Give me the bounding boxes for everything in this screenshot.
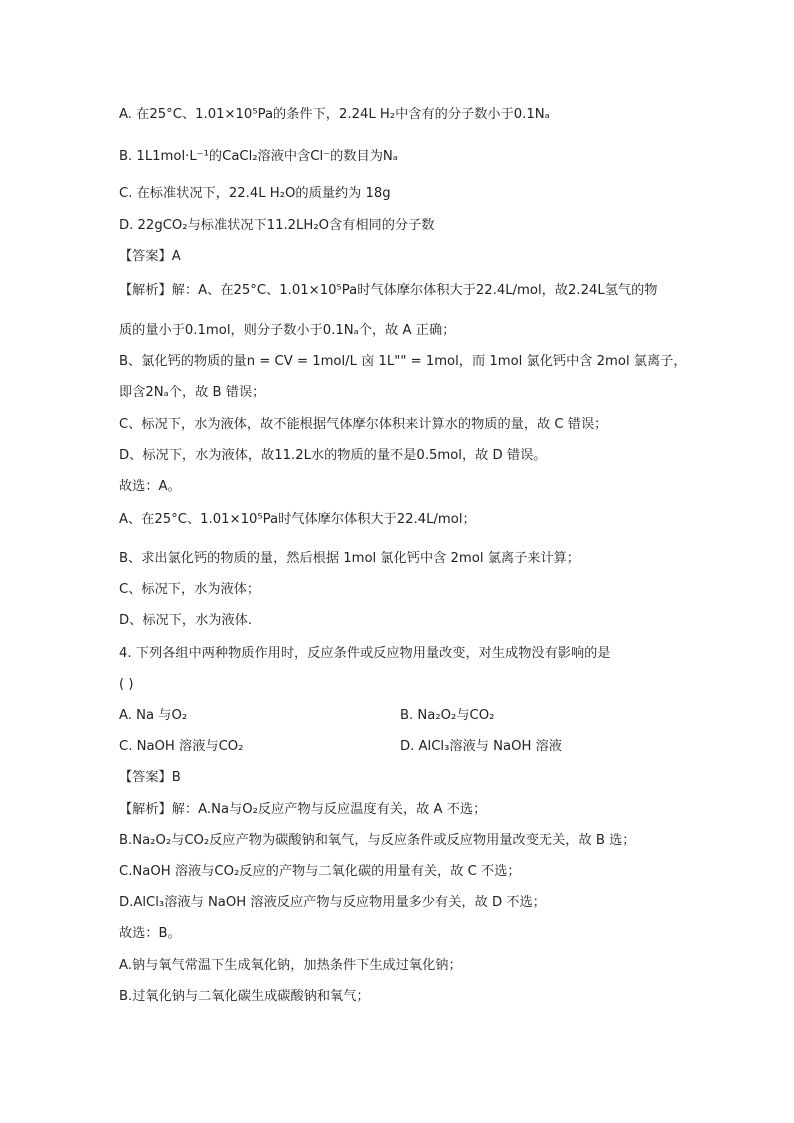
q3-answer: 【答案】A [119,249,181,264]
q3-option-a: A. 在25°C、1.01×10⁵Pa的条件下，2.24L H₂中含有的分子数小于0.1Nₐ [119,107,550,122]
q4-analysis-line: A.钠与氧气常温下生成氧化钠，加热条件下生成过氧化钠； [119,958,462,973]
q4-bracket: ( ) [119,677,134,692]
q3-option-c: C. 在标准状况下，22.4L H₂O的质量约为 18g [119,186,391,201]
q4-stem: 4. 下列各组中两种物质作用时，反应条件或反应物用量改变，对生成物没有影响的是 [119,646,611,661]
q3-analysis-line: D、标况下，水为液体. [119,613,253,628]
q3-analysis-line: A、在25°C、1.01×10⁵Pa时气体摩尔体积大于22.4L/mol； [119,512,476,527]
q4-answer: 【答案】B [119,770,181,785]
q3-analysis-line: B、求出氯化钙的物质的量，然后根据 1mol 氯化钙中含 2mol 氯离子来计算； [119,551,580,566]
q4-analysis-line: 故选：B。 [119,926,181,941]
q3-analysis-line: C、标况下，水为液体； [119,582,261,597]
q3-analysis-line: 故选：A。 [119,479,181,494]
q4-analysis-line: B.Na₂O₂与CO₂反应产物为碳酸钠和氧气，与反应条件或反应物用量改变无关，故 B 选； [119,833,636,848]
q3-analysis-line: B、氯化钙的物质的量n = CV = 1mol/L 㐫 1L"" = 1mol，而 1mol 氯化钙中含 2mol 氯离子， [119,354,687,369]
q4-option-c: C. NaOH 溶液与CO₂ [119,739,244,754]
q4-analysis-line: D.AlCl₃溶液与 NaOH 溶液反应产物与反应物用量多少有关，故 D 不选； [119,895,546,910]
q3-analysis-line: C、标况下，水为液体，故不能根据气体摩尔体积来计算水的物质的量，故 C 错误； [119,417,608,432]
q3-analysis-line: D、标况下，水为液体，故11.2L水的物质的量不是0.5mol，故 D 错误。 [119,448,547,463]
q3-analysis-line: 质的量小于0.1mol，则分子数小于0.1Nₐ个，故 A 正确； [119,323,456,338]
q3-analysis-line: 【解析】解：A、在25°C、1.01×10⁵Pa时气体摩尔体积大于22.4L/mol，故2.24L氢气的物 [119,283,658,298]
q4-option-d: D. AlCl₃溶液与 NaOH 溶液 [400,739,562,754]
q4-analysis-line: C.NaOH 溶液与CO₂反应的产物与二氧化碳的用量有关，故 C 不选； [119,864,521,879]
q4-analysis-line: B.过氧化钠与二氧化碳生成碳酸钠和氧气； [119,989,370,1004]
q4-option-b: B. Na₂O₂与CO₂ [400,708,495,723]
q3-option-d: D. 22gCO₂与标准状况下11.2LH₂O含有相同的分子数 [119,218,435,233]
q3-option-b: B. 1L1mol·L⁻¹的CaCl₂溶液中含Cl⁻的数目为Nₐ [119,149,398,164]
q3-analysis-line: 即含2Nₐ个，故 B 错误； [119,385,266,400]
q4-option-a: A. Na 与O₂ [119,708,188,723]
q4-analysis-line: 【解析】解：A.Na与O₂反应产物与反应温度有关，故 A 不选； [119,802,487,817]
